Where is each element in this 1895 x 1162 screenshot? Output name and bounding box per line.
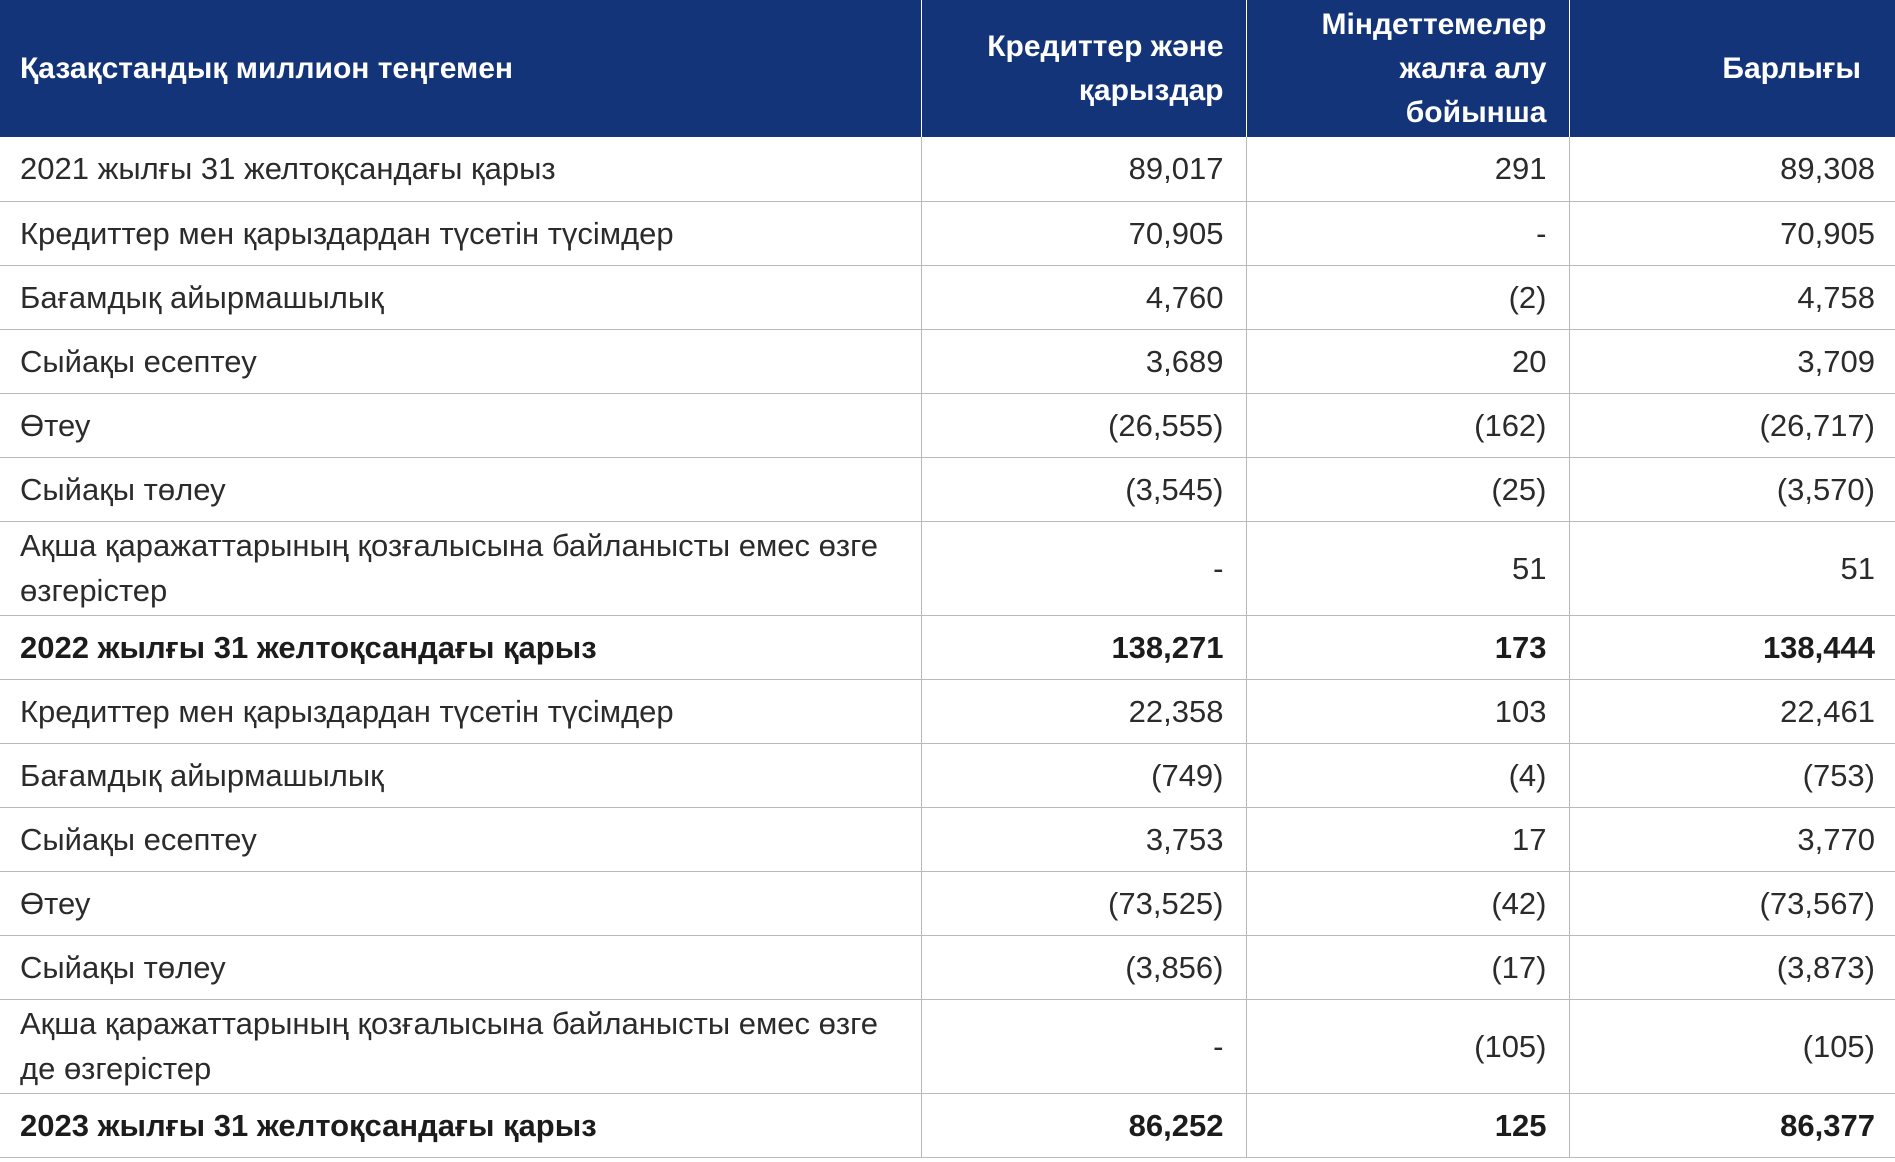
leases-value: (25) bbox=[1246, 457, 1569, 521]
total-value: (753) bbox=[1569, 743, 1895, 807]
row-label: Сыйақы төлеу bbox=[0, 935, 921, 999]
header-leases: Міндеттемелер жалға алу бойынша bbox=[1246, 0, 1569, 137]
row-label: Өтеу bbox=[0, 871, 921, 935]
total-value: 89,308 bbox=[1569, 137, 1895, 201]
row-label: Сыйақы есептеу bbox=[0, 329, 921, 393]
leases-value: 51 bbox=[1246, 521, 1569, 615]
loans-value: - bbox=[921, 999, 1246, 1093]
row-label: 2022 жылғы 31 желтоқсандағы қарыз bbox=[0, 615, 921, 679]
table-row bbox=[0, 521, 1895, 615]
leases-value: 103 bbox=[1246, 679, 1569, 743]
table-row bbox=[0, 999, 1895, 1093]
row-label: 2023 жылғы 31 желтоқсандағы қарыз bbox=[0, 1093, 921, 1157]
row-label: Кредиттер мен қарыздардан түсетін түсімдер bbox=[0, 679, 921, 743]
row-label: Кредиттер мен қарыздардан түсетін түсімдер bbox=[0, 201, 921, 265]
leases-value: 173 bbox=[1246, 615, 1569, 679]
table-row-subtotal bbox=[0, 1093, 1895, 1157]
loans-value: 4,760 bbox=[921, 265, 1246, 329]
loans-value: 3,753 bbox=[921, 807, 1246, 871]
leases-value: - bbox=[1246, 201, 1569, 265]
row-label: Бағамдық айырмашылық bbox=[0, 265, 921, 329]
total-value: 138,444 bbox=[1569, 615, 1895, 679]
table-header bbox=[0, 0, 1895, 137]
loans-value: 22,358 bbox=[921, 679, 1246, 743]
loans-value: (26,555) bbox=[921, 393, 1246, 457]
table-row bbox=[0, 137, 1895, 201]
leases-value: (4) bbox=[1246, 743, 1569, 807]
table-row-subtotal bbox=[0, 615, 1895, 679]
table-row bbox=[0, 457, 1895, 521]
header-total: Барлығы bbox=[1569, 0, 1895, 137]
leases-value: 125 bbox=[1246, 1093, 1569, 1157]
total-value: 70,905 bbox=[1569, 201, 1895, 265]
leases-value: 17 bbox=[1246, 807, 1569, 871]
table-row bbox=[0, 329, 1895, 393]
total-value: (26,717) bbox=[1569, 393, 1895, 457]
table-row bbox=[0, 201, 1895, 265]
total-value: 4,758 bbox=[1569, 265, 1895, 329]
row-label: Ақша қаражаттарының қозғалысына байланысты емес өзге де өзгерістер bbox=[0, 999, 921, 1093]
leases-value: (105) bbox=[1246, 999, 1569, 1093]
total-value: (105) bbox=[1569, 999, 1895, 1093]
total-value: 3,770 bbox=[1569, 807, 1895, 871]
loans-value: 70,905 bbox=[921, 201, 1246, 265]
table-body bbox=[0, 137, 1895, 1157]
row-label: 2021 жылғы 31 желтоқсандағы қарыз bbox=[0, 137, 921, 201]
leases-value: 20 bbox=[1246, 329, 1569, 393]
leases-value: (162) bbox=[1246, 393, 1569, 457]
loans-value: 89,017 bbox=[921, 137, 1246, 201]
row-label: Өтеу bbox=[0, 393, 921, 457]
table-row bbox=[0, 807, 1895, 871]
row-label: Сыйақы төлеу bbox=[0, 457, 921, 521]
table-row bbox=[0, 265, 1895, 329]
leases-value: 291 bbox=[1246, 137, 1569, 201]
table-row bbox=[0, 935, 1895, 999]
total-value: (3,570) bbox=[1569, 457, 1895, 521]
loans-value: (749) bbox=[921, 743, 1246, 807]
row-label: Бағамдық айырмашылық bbox=[0, 743, 921, 807]
loans-value: - bbox=[921, 521, 1246, 615]
row-label: Ақша қаражаттарының қозғалысына байланысты емес өзге өзгерістер bbox=[0, 521, 921, 615]
header-row bbox=[0, 0, 1895, 137]
loans-value: 3,689 bbox=[921, 329, 1246, 393]
header-units: Қазақстандық миллион теңгемен bbox=[0, 0, 921, 137]
total-value: (73,567) bbox=[1569, 871, 1895, 935]
loans-value: 138,271 bbox=[921, 615, 1246, 679]
table-row bbox=[0, 679, 1895, 743]
total-value: 22,461 bbox=[1569, 679, 1895, 743]
leases-value: (42) bbox=[1246, 871, 1569, 935]
leases-value: (2) bbox=[1246, 265, 1569, 329]
total-value: 3,709 bbox=[1569, 329, 1895, 393]
table-row bbox=[0, 871, 1895, 935]
leases-value: (17) bbox=[1246, 935, 1569, 999]
table-row bbox=[0, 393, 1895, 457]
loans-value: (3,545) bbox=[921, 457, 1246, 521]
table-row bbox=[0, 743, 1895, 807]
total-value: 86,377 bbox=[1569, 1093, 1895, 1157]
total-value: 51 bbox=[1569, 521, 1895, 615]
loans-value: (73,525) bbox=[921, 871, 1246, 935]
loans-value: 86,252 bbox=[921, 1093, 1246, 1157]
row-label: Сыйақы есептеу bbox=[0, 807, 921, 871]
loans-value: (3,856) bbox=[921, 935, 1246, 999]
total-value: (3,873) bbox=[1569, 935, 1895, 999]
header-loans: Кредиттер және қарыздар bbox=[921, 0, 1246, 137]
